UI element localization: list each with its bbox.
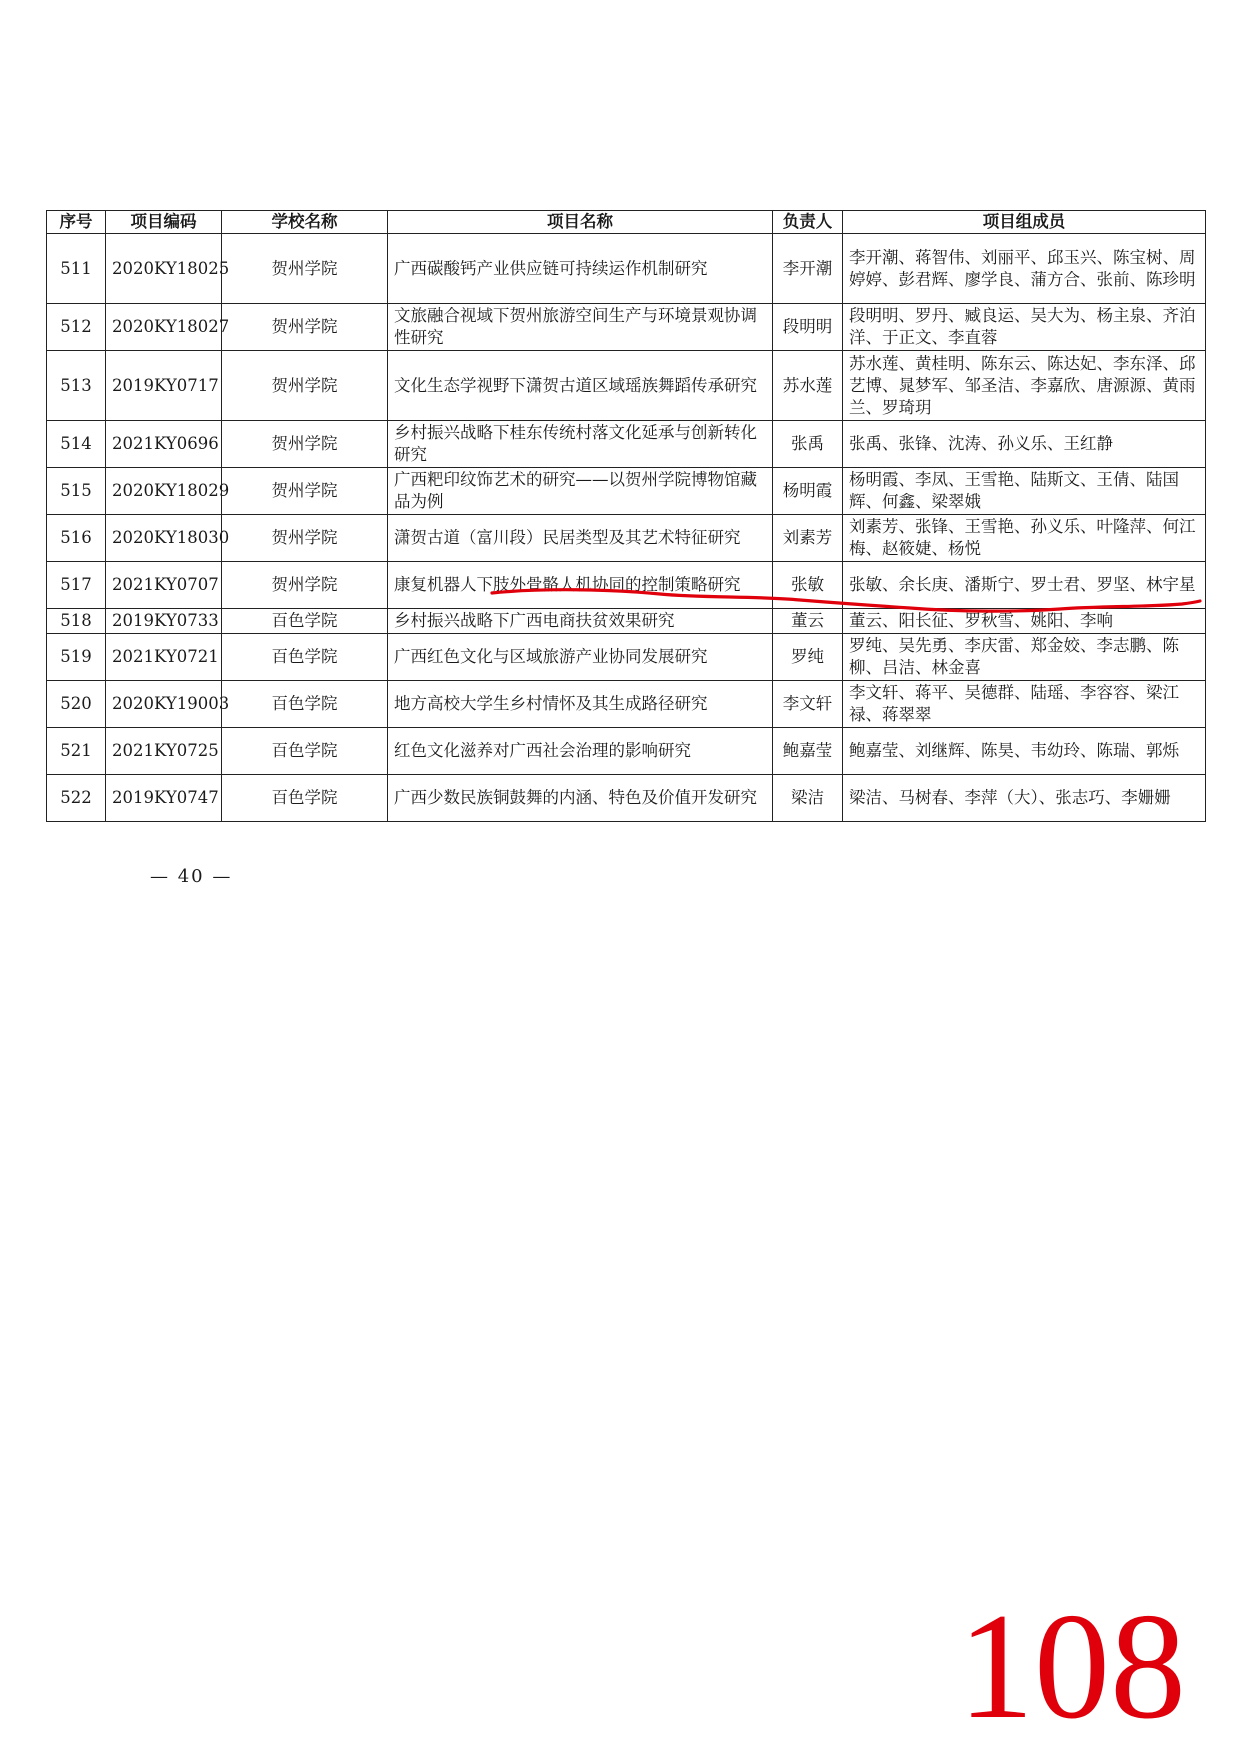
cell-school: 贺州学院 [222,421,388,468]
cell-serial: 513 [47,351,106,421]
table-row [47,351,1206,421]
cell-serial: 514 [47,421,106,468]
header-serial: 序号 [47,211,106,234]
cell-members: 张敏、余长庚、潘斯宁、罗士君、罗坚、林宇星 [843,562,1206,609]
table-row [47,775,1206,822]
cell-code: 2020KY18025 [106,234,222,304]
cell-members: 段明明、罗丹、臧良运、吴大为、杨主泉、齐泊洋、于正文、李直蓉 [843,304,1206,351]
cell-title: 乡村振兴战略下广西电商扶贫效果研究 [388,609,773,634]
cell-code: 2020KY19003 [106,681,222,728]
cell-leader: 罗纯 [773,634,843,681]
table-row [47,304,1206,351]
cell-code: 2021KY0696 [106,421,222,468]
cell-school: 百色学院 [222,609,388,634]
cell-title: 潇贺古道（富川段）民居类型及其艺术特征研究 [388,515,773,562]
cell-school: 贺州学院 [222,351,388,421]
cell-code: 2021KY0725 [106,728,222,775]
cell-serial: 519 [47,634,106,681]
cell-school: 贺州学院 [222,562,388,609]
project-table [46,210,1206,822]
cell-title: 广西碳酸钙产业供应链可持续运作机制研究 [388,234,773,304]
cell-title: 红色文化滋养对广西社会治理的影响研究 [388,728,773,775]
cell-school: 百色学院 [222,681,388,728]
cell-school: 百色学院 [222,728,388,775]
cell-members: 罗纯、吴先勇、李庆雷、郑金姣、李志鹏、陈柳、吕洁、林金喜 [843,634,1206,681]
header-code: 项目编码 [106,211,222,234]
cell-leader: 苏水莲 [773,351,843,421]
cell-serial: 521 [47,728,106,775]
cell-members: 梁洁、马树春、李萍（大）、张志巧、李姗姗 [843,775,1206,822]
cell-title: 广西红色文化与区域旅游产业协同发展研究 [388,634,773,681]
cell-code: 2019KY0747 [106,775,222,822]
header-leader: 负责人 [773,211,843,234]
cell-leader: 李开潮 [773,234,843,304]
cell-leader: 刘素芳 [773,515,843,562]
cell-code: 2020KY18027 [106,304,222,351]
table-row [47,468,1206,515]
cell-serial: 518 [47,609,106,634]
cell-serial: 517 [47,562,106,609]
cell-title: 文旅融合视域下贺州旅游空间生产与环境景观协调性研究 [388,304,773,351]
table-row [47,515,1206,562]
cell-school: 贺州学院 [222,515,388,562]
cell-members: 鲍嘉莹、刘继辉、陈昊、韦幼玲、陈瑞、郭烁 [843,728,1206,775]
cell-code: 2019KY0733 [106,609,222,634]
cell-code: 2019KY0717 [106,351,222,421]
header-title: 项目名称 [388,211,773,234]
cell-leader: 段明明 [773,304,843,351]
cell-leader: 张敏 [773,562,843,609]
cell-title: 广西少数民族铜鼓舞的内涵、特色及价值开发研究 [388,775,773,822]
table-row [47,562,1206,609]
header-school: 学校名称 [222,211,388,234]
cell-leader: 董云 [773,609,843,634]
cell-school: 贺州学院 [222,468,388,515]
cell-title: 康复机器人下肢外骨骼人机协同的控制策略研究 [388,562,773,609]
table-row [47,681,1206,728]
project-table-container [46,210,1205,822]
cell-code: 2021KY0721 [106,634,222,681]
cell-code: 2020KY18029 [106,468,222,515]
cell-title: 广西粑印纹饰艺术的研究——以贺州学院博物馆藏品为例 [388,468,773,515]
table-row [47,421,1206,468]
cell-serial: 511 [47,234,106,304]
cell-school: 百色学院 [222,634,388,681]
cell-members: 刘素芳、张锋、王雪艳、孙义乐、叶隆萍、何江梅、赵筱婕、杨悦 [843,515,1206,562]
cell-leader: 李文轩 [773,681,843,728]
cell-members: 李文轩、蒋平、吴德群、陆瑶、李容容、梁江禄、蒋翠翠 [843,681,1206,728]
cell-serial: 515 [47,468,106,515]
cell-title: 文化生态学视野下潇贺古道区域瑶族舞蹈传承研究 [388,351,773,421]
table-row [47,728,1206,775]
table-row [47,609,1206,634]
cell-code: 2020KY18030 [106,515,222,562]
cell-leader: 杨明霞 [773,468,843,515]
cell-code: 2021KY0707 [106,562,222,609]
cell-members: 董云、阳长征、罗秋雪、姚阳、李响 [843,609,1206,634]
table-body [47,234,1206,822]
cell-title: 乡村振兴战略下桂东传统村落文化延承与创新转化研究 [388,421,773,468]
page-number: — 40 — [150,866,233,887]
cell-serial: 516 [47,515,106,562]
cell-members: 苏水莲、黄桂明、陈东云、陈达妃、李东泽、邱艺博、晁梦军、邹圣洁、李嘉欣、唐源源、黄雨兰、罗琦玥 [843,351,1206,421]
cell-title: 地方高校大学生乡村情怀及其生成路径研究 [388,681,773,728]
cell-members: 李开潮、蒋智伟、刘丽平、邱玉兴、陈宝树、周婷婷、彭君辉、廖学良、蒲方合、张前、陈珍明 [843,234,1206,304]
cell-school: 百色学院 [222,775,388,822]
table-row [47,634,1206,681]
handwritten-number: 108 [958,1582,1186,1750]
cell-serial: 512 [47,304,106,351]
cell-members: 张禹、张锋、沈涛、孙义乐、王红静 [843,421,1206,468]
cell-leader: 鲍嘉莹 [773,728,843,775]
cell-members: 杨明霞、李凤、王雪艳、陆斯文、王倩、陆国辉、何鑫、梁翠娥 [843,468,1206,515]
cell-school: 贺州学院 [222,234,388,304]
cell-leader: 张禹 [773,421,843,468]
table-header-row [47,211,1206,234]
header-members: 项目组成员 [843,211,1206,234]
cell-serial: 520 [47,681,106,728]
cell-school: 贺州学院 [222,304,388,351]
cell-leader: 梁洁 [773,775,843,822]
cell-serial: 522 [47,775,106,822]
table-row [47,234,1206,304]
